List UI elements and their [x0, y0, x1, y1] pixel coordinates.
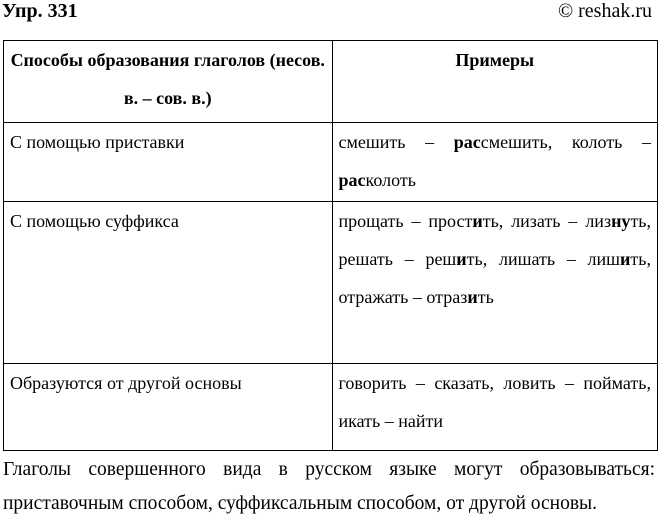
highlighted-morpheme: и — [620, 249, 631, 269]
method-cell: С помощью суффикса — [4, 202, 333, 364]
table-row — [4, 123, 658, 202]
example-text: прощать – прост — [338, 211, 473, 231]
source-label: © reshak.ru — [557, 0, 652, 22]
table-header-row — [4, 41, 658, 123]
example-text: колоть — [365, 170, 416, 190]
verb-formation-table — [3, 40, 658, 451]
highlighted-morpheme: и — [456, 249, 467, 269]
header-methods: Способы образования глаголов (несов. в. – сов. в.) — [4, 41, 333, 123]
table-row — [4, 364, 658, 451]
exercise-title: Упр. 331 — [2, 0, 78, 22]
method-cell: Образуются от другой основы — [4, 364, 333, 451]
example-text: говорить – сказать, ловить – поймать, икать – найти — [338, 373, 651, 431]
method-cell: С помощью приставки — [4, 123, 333, 202]
example-text: ть, лишать – лиш — [466, 249, 621, 269]
example-text: ть, решать – реш — [338, 211, 652, 269]
highlighted-morpheme: и — [467, 287, 478, 307]
examples-cell — [332, 123, 658, 202]
example-text: ть — [477, 287, 494, 307]
highlighted-morpheme: рас — [338, 170, 366, 190]
example-text: ть, отражать – отраз — [338, 249, 651, 307]
example-text: смешить, колоть – — [480, 132, 651, 152]
example-text: ть, лизать – лиз — [482, 211, 612, 231]
examples-cell — [332, 364, 658, 451]
table-row — [4, 202, 658, 364]
conclusion-text: Глаголы совершенного вида в русском языке могут образовываться: приставочным способом, суффиксальным способом, от другой основы. — [3, 459, 655, 514]
header-examples: Примеры — [332, 41, 658, 123]
examples-cell — [332, 202, 658, 364]
example-text: смешить – — [338, 132, 454, 152]
highlighted-morpheme: ну — [611, 211, 631, 231]
highlighted-morpheme: рас — [453, 132, 481, 152]
highlighted-morpheme: и — [472, 211, 483, 231]
